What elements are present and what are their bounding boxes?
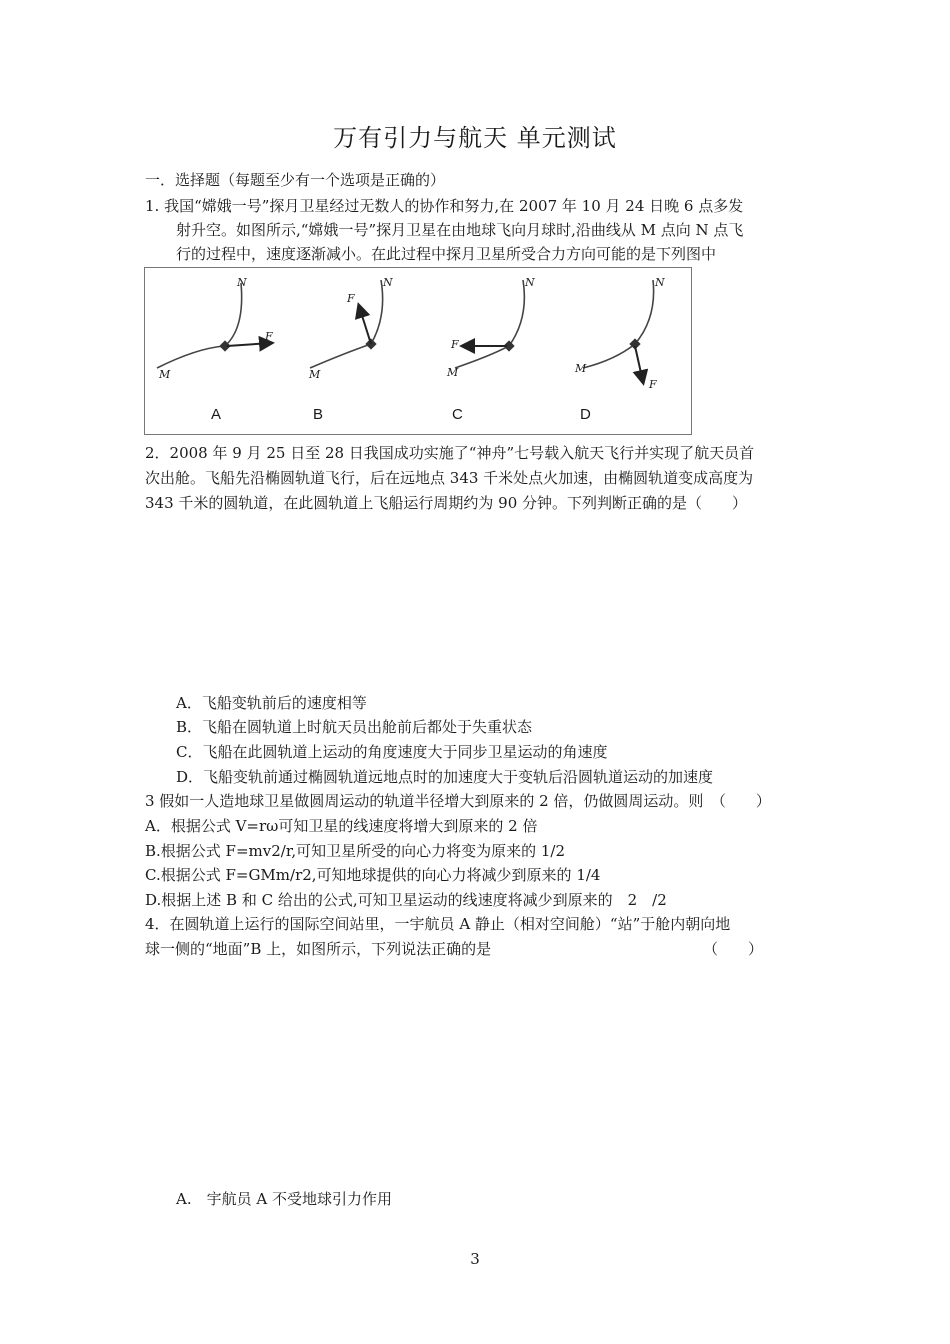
q1-figure <box>144 267 692 435</box>
label-f-d: F <box>649 378 657 391</box>
label-n-a: N <box>237 276 247 289</box>
figure-label-c: C <box>452 406 463 423</box>
force-arrow-a <box>227 343 271 346</box>
q4-answer-bracket: （ ） <box>703 940 764 958</box>
q1-line-1: 1. 我国“嫦娥一号”探月卫星经过无数人的协作和努力,在 2007 年 10 月 24 日晚 6 点多发 <box>145 197 744 215</box>
force-arrow-d <box>635 346 643 382</box>
figure-label-d: D <box>580 406 591 423</box>
label-n-b: N <box>383 276 393 289</box>
label-n-d: N <box>655 276 665 289</box>
q4-line-1: 4．在圆轨道上运行的国际空间站里，一宇航员 A 静止（相对空间舱）“站”于舱内朝向地 <box>145 915 731 933</box>
label-m-c: M <box>447 366 459 379</box>
q2-option-a: A．飞船变轨前后的速度相等 <box>176 694 367 712</box>
figure-label-b: B <box>313 406 324 423</box>
q2-line-1: 2．2008 年 9 月 25 日至 28 日我国成功实施了“神舟”七号载入航天飞行并实现了航天员首 <box>145 444 755 462</box>
q3-option-c: C.根据公式 F=GMm/r2,可知地球提供的向心力将减少到原来的 1/4 <box>145 866 601 884</box>
label-m-b: M <box>309 368 321 381</box>
q3-option-a: A．根据公式 V=rω可知卫星的线速度将增大到原来的 2 倍 <box>145 817 538 835</box>
curve-d <box>583 280 654 368</box>
q2-option-b: B．飞船在圆轨道上时航天员出舱前后都处于失重状态 <box>176 718 533 736</box>
q2-line-2: 次出舱。飞船先沿椭圆轨道飞行，后在远地点 343 千米处点火加速，由椭圆轨道变成高度为 <box>145 469 754 487</box>
q3-option-b: B.根据公式 F=mv2/r,可知卫星所受的向心力将变为原来的 1/2 <box>145 842 566 860</box>
page-number: 3 <box>470 1250 480 1268</box>
q4-line-2: 球一侧的“地面”B 上，如图所示，下列说法正确的是 <box>145 940 492 958</box>
page-title: 万有引力与航天 单元测试 <box>333 124 617 152</box>
q2-option-d: D．飞船变轨前通过椭圆轨道远地点时的加速度大于变轨后沿圆轨道运动的加速度 <box>176 768 714 786</box>
label-f-c: F <box>451 338 459 351</box>
force-arrow-b <box>359 306 371 344</box>
curve-c <box>455 280 524 368</box>
figure-label-a: A <box>211 406 222 423</box>
q1-figure-drawing <box>145 268 691 434</box>
label-f-b: F <box>347 292 355 305</box>
label-m-d: M <box>575 362 587 375</box>
label-m-a: M <box>159 368 171 381</box>
q2-line-3: 343 千米的圆轨道，在此圆轨道上飞船运行周期约为 90 分钟。下列判断正确的是（ ） <box>145 494 748 512</box>
q1-line-2: 射升空。如图所示,“嫦娥一号”探月卫星在由地球飞向月球时,沿曲线从 M 点向 N 点飞 <box>176 221 744 239</box>
label-n-c: N <box>525 276 535 289</box>
q3-option-d: D.根据上述 B 和 C 给出的公式,可知卫星运动的线速度将减少到原来的 2 /2 <box>145 891 667 909</box>
curve-a <box>157 283 242 368</box>
q2-option-c: C．飞船在此圆轨道上运动的角度速度大于同步卫星运动的角速度 <box>176 743 608 761</box>
label-f-a: F <box>265 330 273 343</box>
section-heading: 一．选择题（每题至少有一个选项是正确的） <box>145 171 446 189</box>
q3-line-1: 3 假如一人造地球卫星做圆周运动的轨道半径增大到原来的 2 倍，仍做圆周运动。则 （ ） <box>145 792 771 810</box>
q4-option-a: A. 宇航员 A 不受地球引力作用 <box>176 1190 392 1208</box>
q1-line-3: 行的过程中，速度逐渐减小。在此过程中探月卫星所受合力方向可能的是下列图中 <box>176 245 717 263</box>
